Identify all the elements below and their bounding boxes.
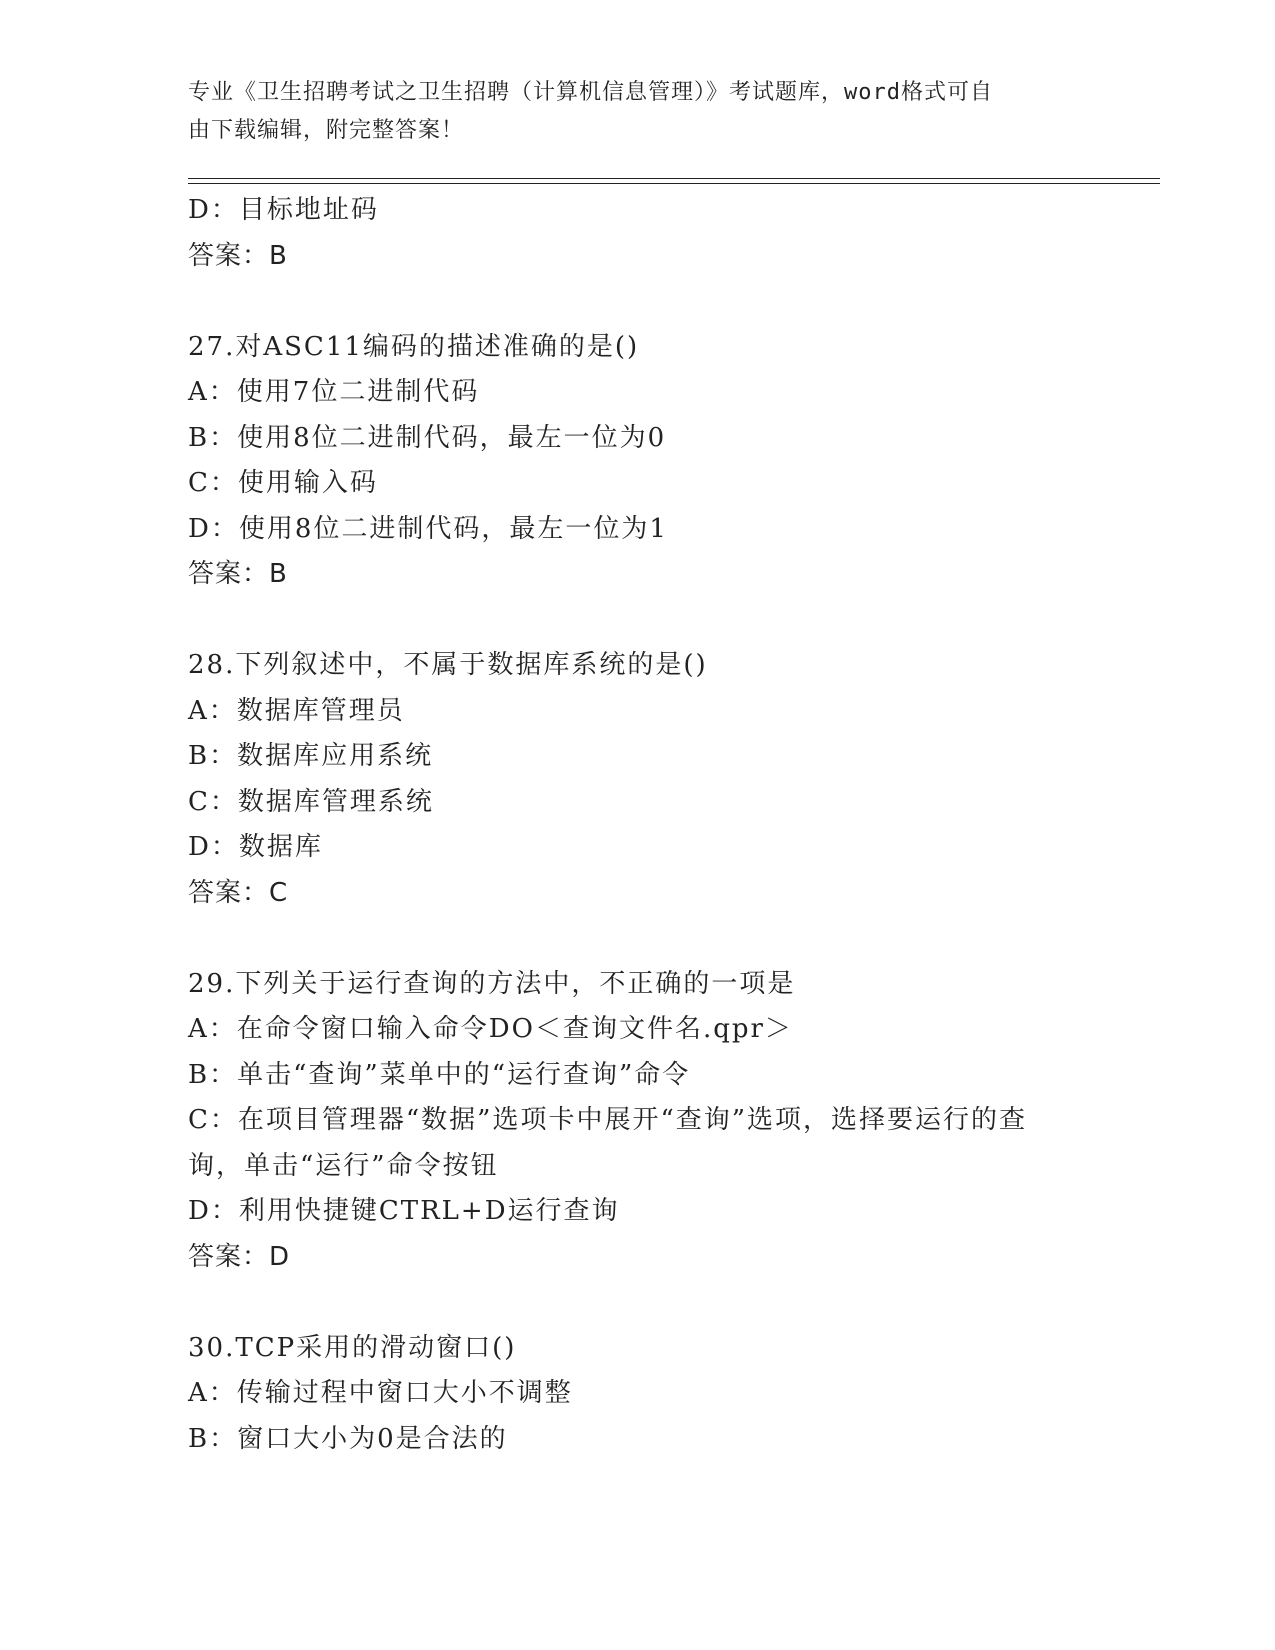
answer-line: 答案：D — [188, 1241, 291, 1272]
spacer — [188, 598, 1088, 644]
option-d: D：利用快捷键CTRL+D运行查询 — [188, 1196, 620, 1226]
answer-line: 答案：B — [188, 240, 288, 271]
answer-line: 答案：B — [188, 559, 288, 589]
option-b: B：单击“查询”菜单中的“运行查询”命令 — [188, 1059, 691, 1090]
spacer — [188, 279, 1088, 325]
document-header — [188, 74, 1068, 150]
option-d: D：目标地址码 — [188, 195, 379, 225]
option-b: B：窗口大小为0是合法的 — [188, 1423, 508, 1454]
option-a: A：传输过程中窗口大小不调整 — [188, 1378, 573, 1408]
option-c: C：使用输入码 — [188, 468, 378, 498]
question-list — [188, 188, 1088, 1462]
option-d: D：数据库 — [188, 832, 323, 862]
option-a: A：在命令窗口输入命令DO＜查询文件名.qpr＞ — [188, 1014, 793, 1044]
header-line-2: 由下载编辑，附完整答案！ — [188, 118, 465, 143]
question-stem: 30.TCP采用的滑动窗口() — [188, 1332, 517, 1363]
option-b: B：使用8位二进制代码，最左一位为0 — [188, 422, 667, 453]
option-a: A：使用7位二进制代码 — [188, 377, 480, 407]
option-c: C：数据库管理系统 — [188, 786, 434, 817]
header-line-1: 专业《卫生招聘考试之卫生招聘（计算机信息管理）》考试题库，word格式可自 — [188, 80, 993, 105]
option-d: D：使用8位二进制代码，最左一位为1 — [188, 513, 668, 544]
header-divider-bottom — [188, 183, 1160, 184]
answer-line: 答案：C — [188, 877, 289, 908]
option-c: C：在项目管理器“数据”选项卡中展开“查询”选项，选择要运行的查询，单击“运行”命令按钮 — [188, 1105, 1028, 1181]
spacer — [188, 1280, 1088, 1326]
spacer — [188, 916, 1088, 962]
question-stem: 27.对ASC11编码的描述准确的是() — [188, 331, 640, 362]
option-a: A：数据库管理员 — [188, 695, 405, 726]
option-b: B：数据库应用系统 — [188, 741, 434, 771]
question-stem: 28.下列叙述中，不属于数据库系统的是() — [188, 650, 708, 680]
header-divider-top — [188, 178, 1160, 179]
question-stem: 29.下列关于运行查询的方法中，不正确的一项是 — [188, 968, 796, 999]
